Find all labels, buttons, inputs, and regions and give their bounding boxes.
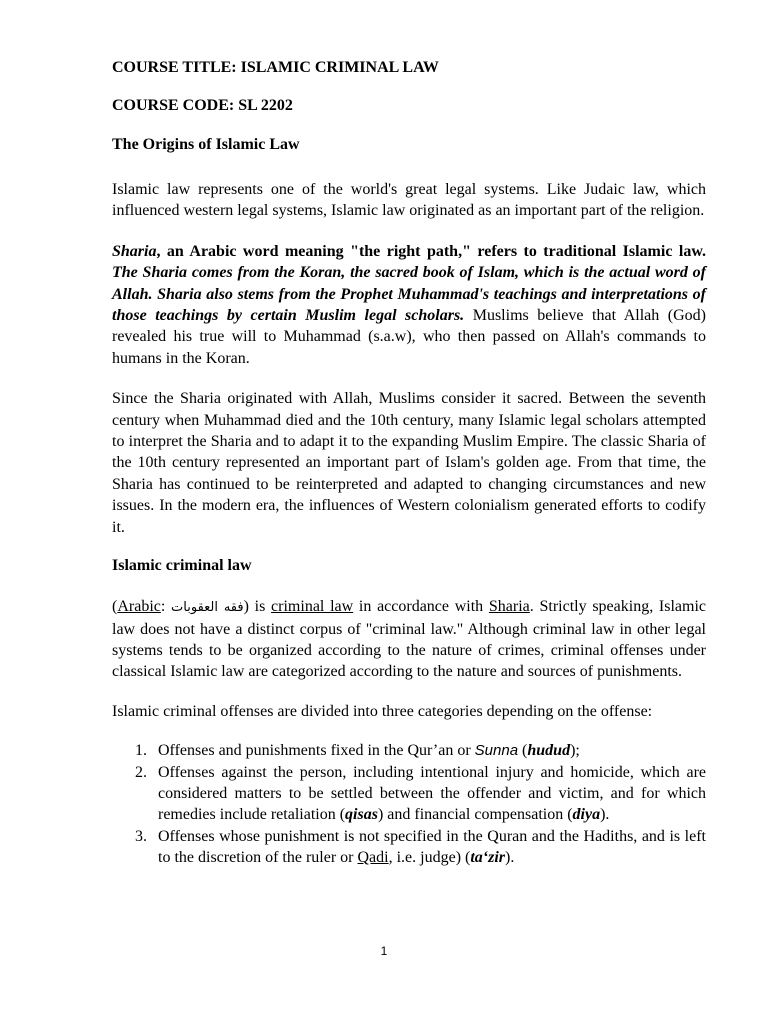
section-heading-origins: The Origins of Islamic Law	[112, 136, 300, 153]
sunna-term: Sunna	[474, 742, 519, 760]
hudud-term: hudud	[527, 742, 571, 760]
paragraph-history: Since the Sharia originated with Allah, Muslims consider it sacred. Between the seventh century when Muhammad died and the 10th century, many Islamic legal scholars attempted to interpret the Sharia and to adapt it to the expanding Muslim Empire. The classic Sharia of the 10th century represented an important part of Islam's golden age. From that time, the Sharia has continued to be reinterpreted and adapted to changing circumstances and new issues. In the modern era, the influences of Western colonialism generated efforts to codify it.	[112, 390, 706, 536]
sharia-term: Sharia	[112, 242, 157, 260]
course-code: COURSE CODE: SL 2202	[112, 97, 293, 114]
list-item: 3. Offenses whose punishment is not specified in the Quran and the Hadiths, and is left to the discretion of the ruler or Qadi, i.e. judge) (ta‘zir).	[135, 827, 706, 867]
sharia-belief: Muslims believe that Allah (God) revealed his true will to Muhammad (s.a.w), who then passed on Allah's commands to humans in the Koran.	[112, 307, 706, 367]
course-title: COURSE TITLE: ISLAMIC CRIMINAL LAW	[112, 59, 439, 76]
sharia-definition: , an Arabic word meaning "the right path," refers to traditional Islamic law.	[156, 242, 706, 260]
page-number: 1	[380, 944, 388, 958]
criminal-law-link[interactable]: criminal law	[271, 598, 354, 616]
document-page	[112, 52, 706, 869]
arabic-term: فقه العقوبات	[171, 600, 244, 616]
sharia-link[interactable]: Sharia	[488, 598, 530, 616]
paragraph-sharia	[112, 241, 706, 369]
list-item: 1. Offenses and punishments fixed in the Qur’an or Sunna (hudud);	[135, 742, 580, 760]
qisas-term: qisas	[345, 806, 378, 824]
section-heading-criminal-law: Islamic criminal law	[112, 557, 252, 575]
offense-categories-list	[112, 740, 706, 868]
sharia-source: The Sharia comes from the Koran, the sacred book of Islam, which is the actual word of Allah. Sharia also stems from the Prophet Muhammad's teachings and interpretations of those teachings by certain Muslim legal scholars.	[112, 264, 706, 325]
diya-term: diya	[572, 806, 601, 824]
qadi-link[interactable]: Qadi	[357, 849, 389, 867]
arabic-link[interactable]: Arabic	[117, 598, 161, 616]
paragraph-categories: Islamic criminal offenses are divided into three categories depending on the offense:	[112, 702, 653, 720]
tazir-term: ta‘zir	[470, 849, 506, 867]
list-item: 2. Offenses against the person, including intentional injury and homicide, which are considered matters to be settled between the offender and victim, and for which remedies include retaliation (qisas) and financial compensation (diya).	[135, 763, 706, 824]
paragraph-intro: Islamic law represents one of the world's great legal systems. Like Judaic law, which influenced western legal systems, Islamic law originated as an important part of the religion.	[112, 181, 706, 220]
paragraph-criminal-law: (Arabic: فقه العقوبات) is criminal law in accordance with Sharia. Strictly speaking, Islamic law does not have a distinct corpus of "criminal law." Although criminal law in other legal systems tends to be organized according to the nature of crimes, criminal offenses under classical Islamic law are categorized according to the nature and sources of punishments.	[112, 598, 706, 681]
